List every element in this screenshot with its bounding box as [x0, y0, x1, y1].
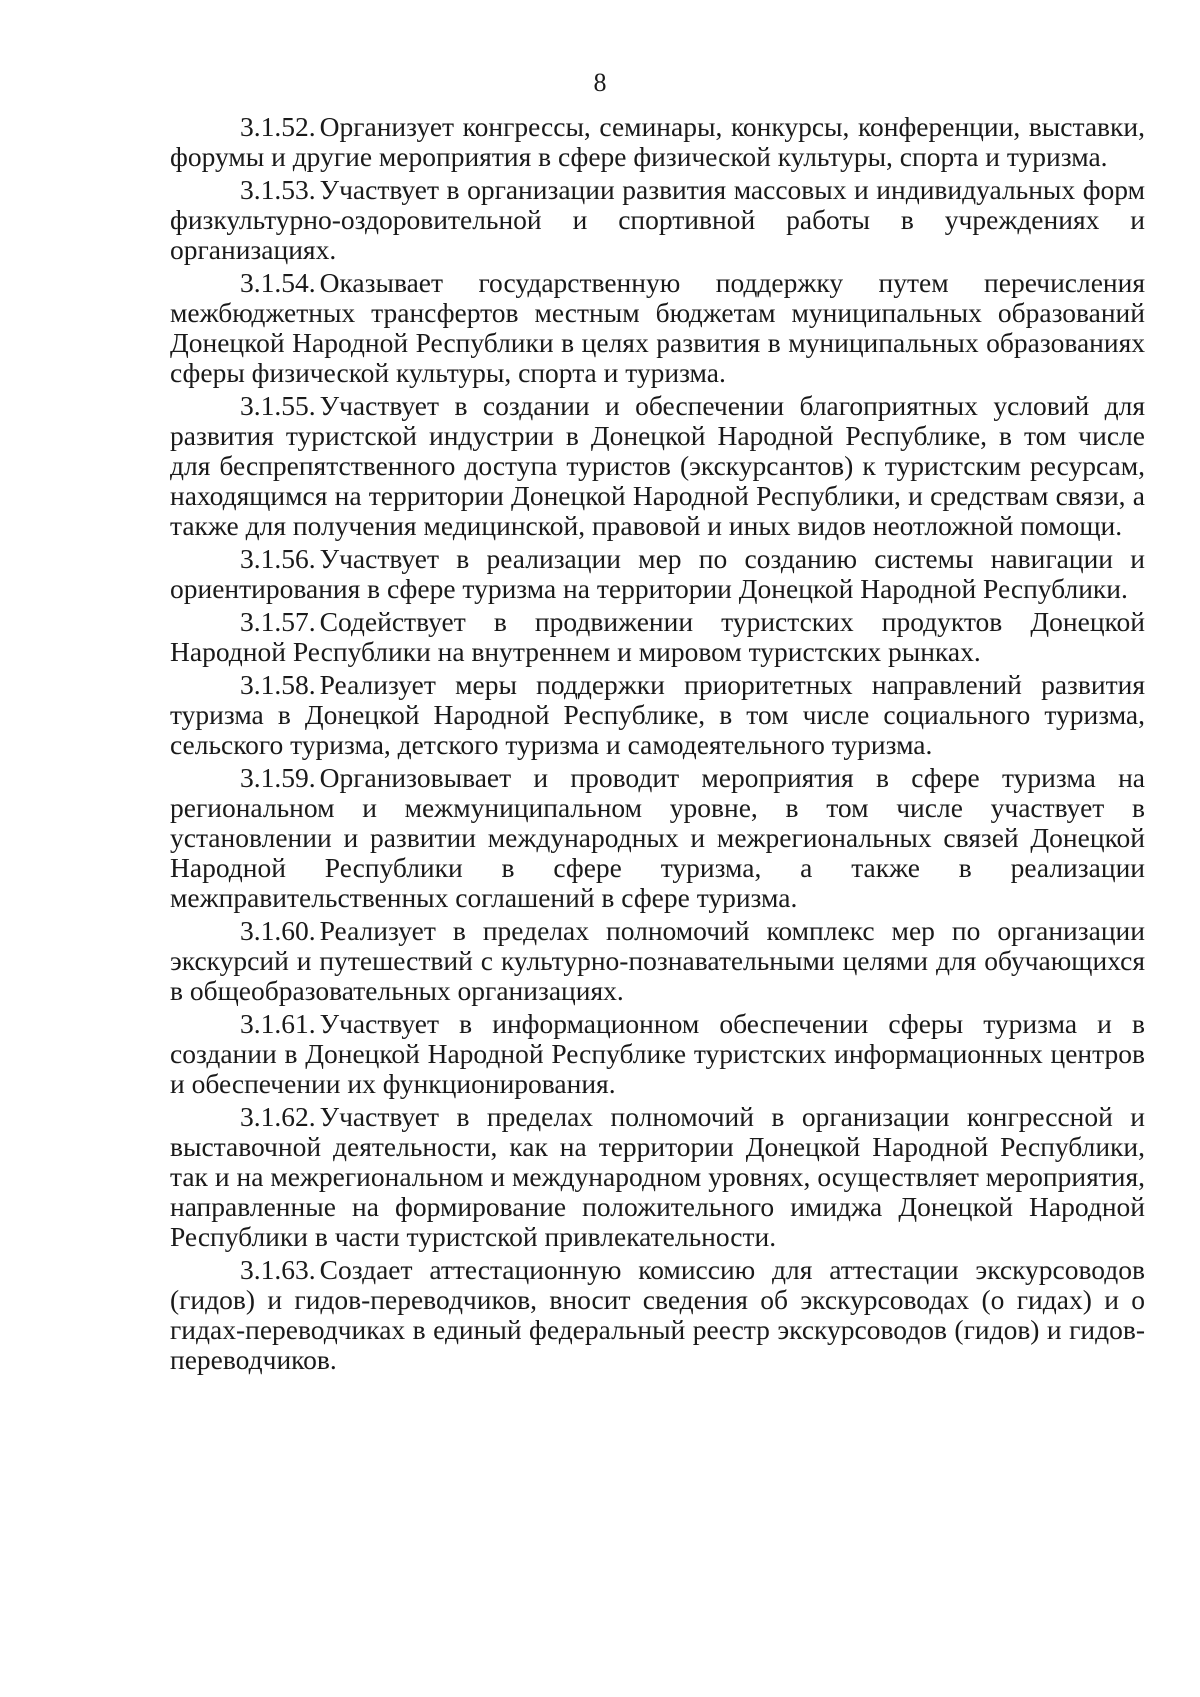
- paragraph-text: Организовывает и проводит мероприятия в сфере туризма на региональном и межмуниципальном уровне, в том числе участвует в установлении и развитии международных и межрегиональных связей Донецкой Народной Республики в сфере туризма, а также в реализации межправительственных соглашений в сфере туризма.: [170, 762, 1145, 913]
- page-number: 8: [593, 68, 607, 97]
- paragraph-number: 3.1.55.: [240, 390, 316, 421]
- paragraph-number: 3.1.60.: [240, 915, 316, 946]
- paragraph-3-1-57: [170, 607, 1145, 667]
- paragraph-number: 3.1.62.: [240, 1101, 316, 1132]
- paragraph-3-1-55: [170, 391, 1145, 541]
- paragraph-text: Участвует в реализации мер по созданию системы навигации и ориентирования в сфере туризма на территории Донецкой Народной Республики.: [170, 543, 1145, 604]
- paragraph-text: Участвует в информационном обеспечении сферы туризма и в создании в Донецкой Народной Республике туристских информационных центров и обеспечении их функционирования.: [170, 1008, 1145, 1099]
- paragraph-3-1-63: [170, 1255, 1145, 1375]
- paragraph-number: 3.1.58.: [240, 669, 316, 700]
- paragraph-3-1-59: [170, 763, 1145, 913]
- paragraph-text: Участвует в создании и обеспечении благоприятных условий для развития туристской индустрии в Донецкой Народной Республике, в том числе для беспрепятственного доступа туристов (экскурсантов) к туристским ресурсам, находящимся на территории Донецкой Народной Республики, и средствам связи, а также для получения медицинской, правовой и иных видов неотложной помощи.: [170, 390, 1145, 541]
- paragraph-3-1-61: [170, 1009, 1145, 1099]
- paragraph-text: Участвует в пределах полномочий в организации конгрессной и выставочной деятельности, как на территории Донецкой Народной Республики, так и на межрегиональном и международном уровнях, осуществляет мероприятия, направленные на формирование положительного имиджа Донецкой Народной Республики в части туристской привлекательности.: [170, 1101, 1145, 1252]
- paragraph-3-1-56: [170, 544, 1145, 604]
- paragraph-number: 3.1.52.: [240, 111, 316, 142]
- paragraph-text: Реализует в пределах полномочий комплекс мер по организации экскурсий и путешествий с культурно-познавательными целями для обучающихся в общеобразовательных организациях.: [170, 915, 1145, 1006]
- paragraph-number: 3.1.56.: [240, 543, 316, 574]
- paragraph-3-1-53: [170, 175, 1145, 265]
- paragraph-3-1-52: [170, 112, 1145, 172]
- document-body: [170, 112, 1145, 1378]
- paragraph-text: Оказывает государственную поддержку путем перечисления межбюджетных трансфертов местным бюджетам муниципальных образований Донецкой Народной Республики в целях развития в муниципальных образованиях сферы физической культуры, спорта и туризма.: [170, 267, 1145, 388]
- paragraph-number: 3.1.53.: [240, 174, 316, 205]
- paragraph-3-1-62: [170, 1102, 1145, 1252]
- paragraph-text: Организует конгрессы, семинары, конкурсы, конференции, выставки, форумы и другие мероприятия в сфере физической культуры, спорта и туризма.: [170, 111, 1145, 172]
- paragraph-text: Участвует в организации развития массовых и индивидуальных форм физкультурно-оздоровительной и спортивной работы в учреждениях и организациях.: [170, 174, 1145, 265]
- paragraph-3-1-54: [170, 268, 1145, 388]
- paragraph-3-1-58: [170, 670, 1145, 760]
- paragraph-text: Содействует в продвижении туристских продуктов Донецкой Народной Республики на внутреннем и мировом туристских рынках.: [170, 606, 1145, 667]
- paragraph-number: 3.1.54.: [240, 267, 316, 298]
- paragraph-number: 3.1.61.: [240, 1008, 316, 1039]
- paragraph-number: 3.1.57.: [240, 606, 316, 637]
- paragraph-3-1-60: [170, 916, 1145, 1006]
- paragraph-text: Реализует меры поддержки приоритетных направлений развития туризма в Донецкой Народной Республике, в том числе социального туризма, сельского туризма, детского туризма и самодеятельного туризма.: [170, 669, 1145, 760]
- paragraph-text: Создает аттестационную комиссию для аттестации экскурсоводов (гидов) и гидов-переводчиков, вносит сведения об экскурсоводах (о гидах) и о гидах-переводчиках в единый федеральный реестр экскурсоводов (гидов) и гидов-переводчиков.: [170, 1254, 1145, 1375]
- paragraph-number: 3.1.59.: [240, 762, 316, 793]
- paragraph-number: 3.1.63.: [240, 1254, 316, 1285]
